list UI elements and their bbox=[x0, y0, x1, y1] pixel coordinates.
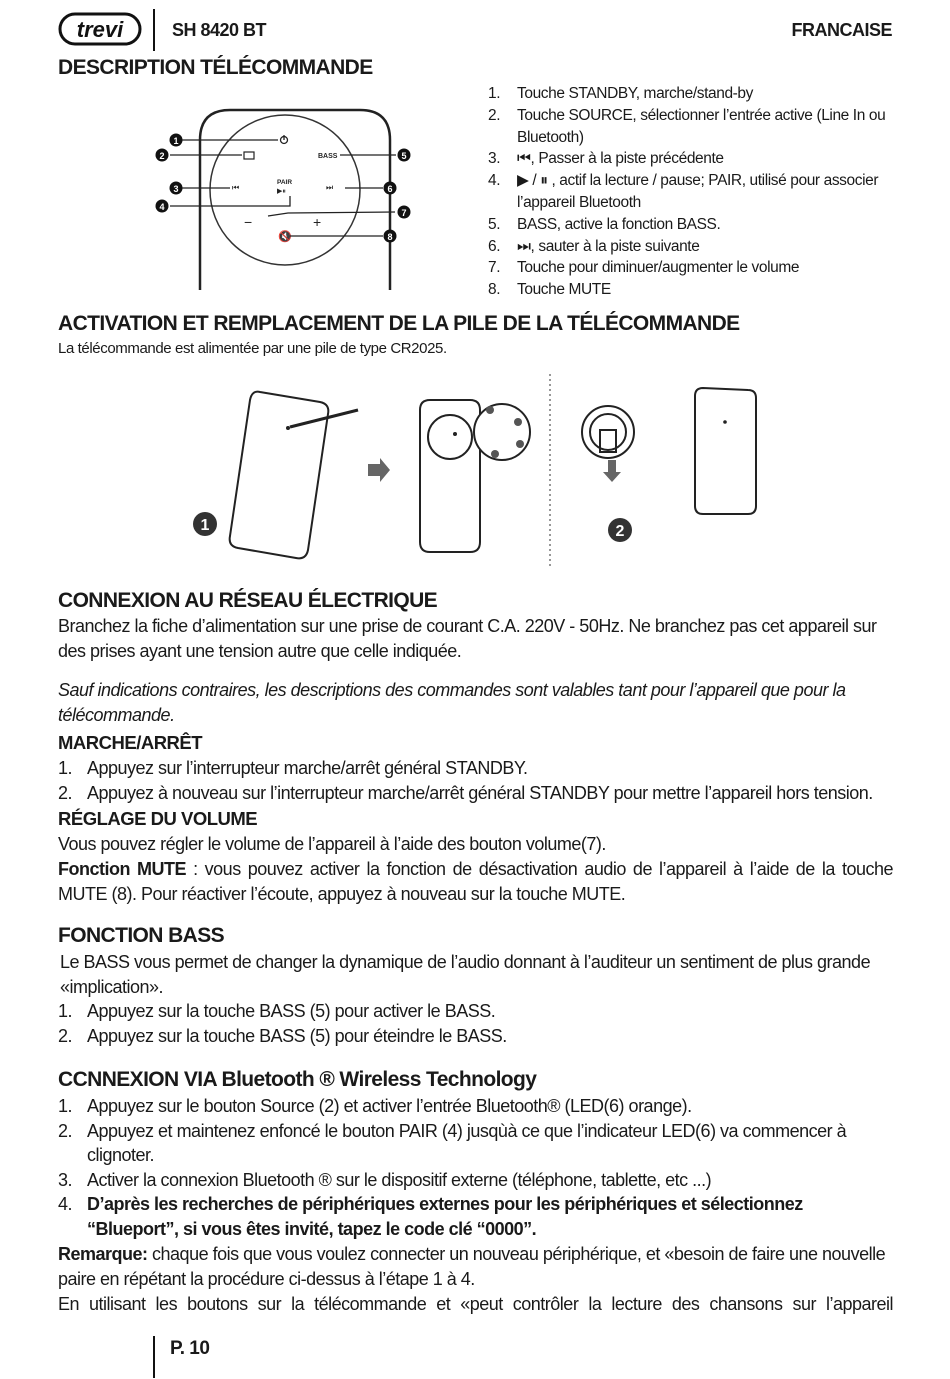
mute-label: Fonction MUTE bbox=[58, 859, 187, 879]
callout-2: 2 bbox=[159, 151, 165, 161]
volume-title: RÉGLAGE DU VOLUME bbox=[58, 808, 258, 829]
volume-minus-label: − bbox=[244, 214, 253, 230]
remote-keys-list bbox=[488, 83, 898, 301]
mute-paragraph bbox=[58, 857, 893, 906]
list-item: 3. Activer la connexion Bluetooth ® sur le dispositif externe (téléphone, tablette, etc ...) bbox=[58, 1169, 712, 1190]
callout-8: 8 bbox=[387, 232, 393, 242]
model-name: SH 8420 BT bbox=[172, 20, 267, 40]
battery-subtitle: La télécommande est alimentée par une pile de type CR2025. bbox=[58, 340, 447, 357]
list-item: 1. Appuyez sur la touche BASS (5) pour activer le BASS. bbox=[58, 1001, 496, 1021]
remark-paragraph bbox=[58, 1242, 893, 1291]
list-item: 7. Touche pour diminuer/augmenter le volume bbox=[488, 259, 800, 277]
language-label: FRANCAISE bbox=[791, 20, 892, 40]
remote-section-title: DESCRIPTION TÉLÉCOMMANDE bbox=[58, 56, 373, 79]
volume-plus-label: + bbox=[313, 214, 322, 230]
bass-text: Le BASS vous permet de changer la dynamique de l’audio donnant à l’auditeur un sentiment de plus grande «implication». bbox=[60, 952, 871, 997]
battery-diagram bbox=[180, 372, 780, 577]
svg-text:⏭: ⏭ bbox=[326, 183, 334, 192]
on-off-steps bbox=[58, 756, 893, 805]
callout-5: 5 bbox=[401, 151, 407, 161]
battery-step-1: 1 bbox=[200, 517, 210, 534]
list-item: 3. ⏮, Passer à la piste précédente bbox=[488, 150, 724, 168]
on-off-title: MARCHE/ARRÊT bbox=[58, 732, 203, 753]
list-item: 8. Touche MUTE bbox=[488, 281, 611, 299]
battery-section-title: ACTIVATION ET REMPLACEMENT DE LA PILE DE LA TÉLÉCOMMANDE bbox=[58, 312, 740, 335]
commands-note: Sauf indications contraires, les descriptions des commandes sont valables tant pour l’appareil que pour la télécommande. bbox=[58, 680, 846, 725]
remote-control-line: En utilisant les boutons sur la télécommande et «peut contrôler la lecture des chansons sur l’appareil bbox=[58, 1294, 893, 1314]
list-item: 6. ⏭, sauter à la piste suivante bbox=[488, 237, 700, 255]
remark-label: Remarque: bbox=[58, 1244, 148, 1264]
header-divider bbox=[153, 9, 155, 51]
pair-button-label: PAIR bbox=[277, 179, 293, 186]
list-item: 4. D’après les recherches de périphériques externes pour les périphériques et sélectionnez “Blueport”, si vous êtes invité, tapez le code clé “0000”. bbox=[58, 1194, 803, 1239]
list-item: 5. BASS, active la fonction BASS. bbox=[488, 215, 721, 233]
callout-4: 4 bbox=[159, 202, 165, 212]
remark-text: chaque fois que vous voulez connecter un nouveau périphérique, et «besoin de faire une nouvelle paire en répétant la procédure ci-dessus à l’étape 1 à 4. bbox=[58, 1244, 886, 1289]
callout-6: 6 bbox=[387, 184, 393, 194]
list-item: 2. Appuyez et maintenez enfoncé le bouton PAIR (4) jusqùà ce que l’indicateur LED(6) va commencer à clignoter. bbox=[58, 1120, 847, 1165]
bluetooth-section-title: CCNNEXION VIA Bluetooth ® Wireless Technology bbox=[58, 1068, 537, 1091]
bass-steps bbox=[58, 999, 893, 1048]
battery-step-2: 2 bbox=[615, 523, 625, 540]
list-item: 4. ▶ / ⏸ , actif la lecture / pause; PAIR, utilisé pour associer l’appareil Bluetooth bbox=[488, 172, 879, 211]
bass-section-title: FONCTION BASS bbox=[58, 924, 225, 947]
footer-divider bbox=[153, 1336, 155, 1378]
callout-3: 3 bbox=[173, 184, 179, 194]
callout-1: 1 bbox=[173, 136, 179, 146]
svg-text:⏮: ⏮ bbox=[232, 183, 240, 192]
power-text: Branchez la fiche d’alimentation sur une prise de courant C.A. 220V - 50Hz. Ne branchez pas cet appareil sur des prises ayant une tension autre que celle indiquée. bbox=[58, 616, 877, 661]
svg-text:▶⏸: ▶⏸ bbox=[277, 188, 286, 195]
list-item: 2. Touche SOURCE, sélectionner l’entrée active (Line In ou Bluetooth) bbox=[488, 106, 886, 146]
svg-text:🔇: 🔇 bbox=[278, 231, 292, 243]
list-item: 1. Appuyez sur l’interrupteur marche/arrêt général STANDBY. bbox=[58, 758, 528, 778]
list-item: 2. Appuyez sur la touche BASS (5) pour éteindre le BASS. bbox=[58, 1025, 507, 1046]
power-section-title: CONNEXION AU RÉSEAU ÉLECTRIQUE bbox=[58, 589, 438, 612]
volume-text: Vous pouvez régler le volume de l’appareil à l’aide des bouton volume(7). bbox=[58, 834, 606, 854]
list-item: 1. Appuyez sur le bouton Source (2) et activer l’entrée Bluetooth® (LED(6) orange). bbox=[58, 1096, 692, 1116]
mute-text: : vous pouvez activer la fonction de désactivation audio de l’appareil à l’aide de la touche MUTE (8). Pour réactiver l’écoute, appuyez à nouveau sur la touche MUTE. bbox=[58, 859, 893, 904]
page-number: P. 10 bbox=[170, 1338, 210, 1359]
callout-7: 7 bbox=[401, 208, 407, 218]
list-item: 2. Appuyez à nouveau sur l’interrupteur marche/arrêt général STANDBY pour mettre l’appareil hors tension. bbox=[58, 782, 873, 803]
list-item: 1. Touche STANDBY, marche/stand-by bbox=[488, 85, 754, 102]
brand-text: trevi bbox=[76, 17, 124, 42]
trevi-logo bbox=[58, 12, 142, 51]
remote-diagram bbox=[150, 100, 440, 295]
bluetooth-steps bbox=[58, 1094, 893, 1241]
bass-button-label: BASS bbox=[318, 153, 338, 160]
